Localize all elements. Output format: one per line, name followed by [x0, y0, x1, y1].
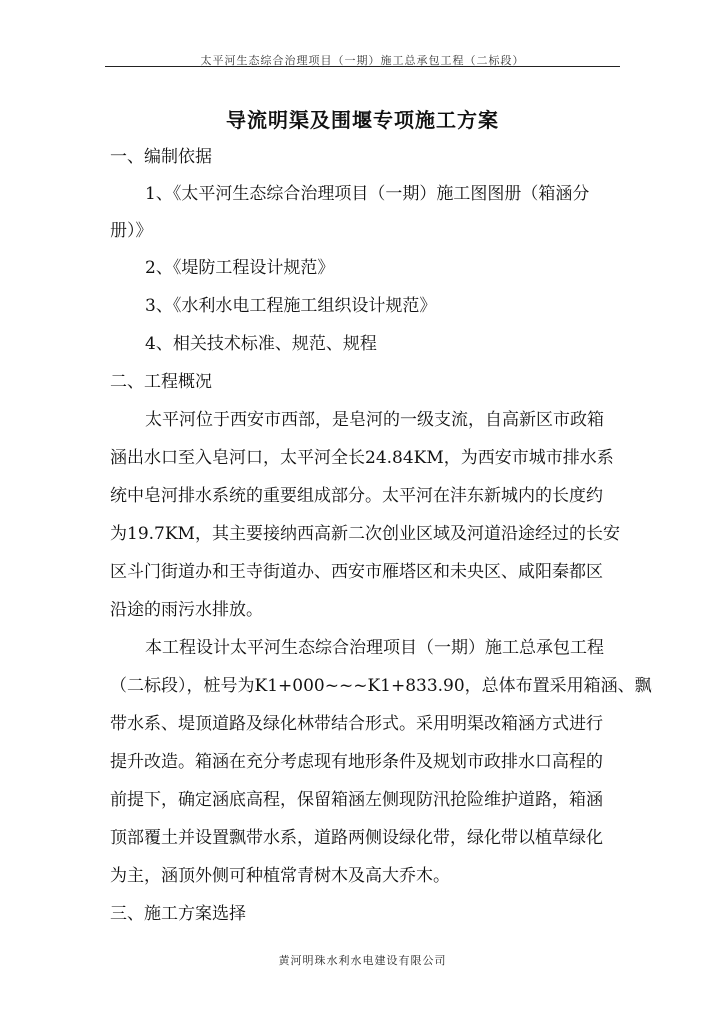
- overview-p1-line-6: 沿途的雨污水排放。: [110, 600, 263, 620]
- basis-item-3: 3、《水利水电工程施工组织设计规范》: [145, 296, 437, 316]
- basis-item-2: 2、《堤防工程设计规范》: [145, 258, 335, 278]
- overview-p2-line-7: 为主，涵顶外侧可种植常青树木及高大乔木。: [110, 866, 450, 886]
- section-heading-overview: 二、工程概况: [110, 372, 212, 392]
- overview-p1-line-2: 涵出水口至入皂河口，太平河全长24.84KM，为西安市城市排水系: [110, 448, 614, 468]
- basis-item-1-line-1: 1、《太平河生态综合治理项目（一期）施工图图册（箱涵分: [145, 184, 590, 204]
- overview-p2-line-6: 顶部覆土并设置飘带水系，道路两侧设绿化带，绿化带以植草绿化: [110, 828, 603, 848]
- section-heading-plan: 三、施工方案选择: [110, 904, 246, 924]
- page-footer: 黄河明珠水利水电建设有限公司: [278, 954, 447, 967]
- overview-p2-line-5: 前提下，确定涵底高程，保留箱涵左侧现防汛抢险维护道路，箱涵: [110, 790, 603, 810]
- overview-p2-line-3: 带水系、堤顶道路及绿化林带结合形式。采用明渠改箱涵方式进行: [110, 714, 603, 734]
- basis-item-1-line-2: 册）》: [110, 221, 153, 241]
- section-heading-basis: 一、编制依据: [110, 147, 212, 167]
- overview-p2-line-1: 本工程设计太平河生态综合治理项目（一期）施工总承包工程: [145, 638, 604, 658]
- overview-p2-line-4: 提升改造。箱涵在充分考虑现有地形条件及规划市政排水口高程的: [110, 752, 603, 772]
- page-header: 太平河生态综合治理项目（一期）施工总承包工程（二标段）: [200, 54, 525, 67]
- overview-p2-line-2: （二标段），桩号为K1+000~~~K1+833.90，总体布置采用箱涵、飘: [110, 676, 652, 696]
- basis-item-4: 4、相关技术标准、规范、规程: [145, 334, 377, 354]
- overview-p1-line-3: 统中皂河排水系统的重要组成部分。太平河在沣东新城内的长度约: [110, 486, 603, 506]
- overview-p1-line-5: 区斗门街道办和王寺街道办、西安市雁塔区和未央区、咸阳秦都区: [110, 562, 603, 582]
- overview-p1-line-1: 太平河位于西安市西部，是皂河的一级支流，自高新区市政箱: [145, 410, 604, 430]
- overview-p1-line-4: 为19.7KM，其主要接纳西高新二次创业区域及河道沿途经过的长安: [110, 524, 620, 544]
- document-title: 导流明渠及围堰专项施工方案: [226, 108, 499, 132]
- header-divider: [105, 66, 620, 67]
